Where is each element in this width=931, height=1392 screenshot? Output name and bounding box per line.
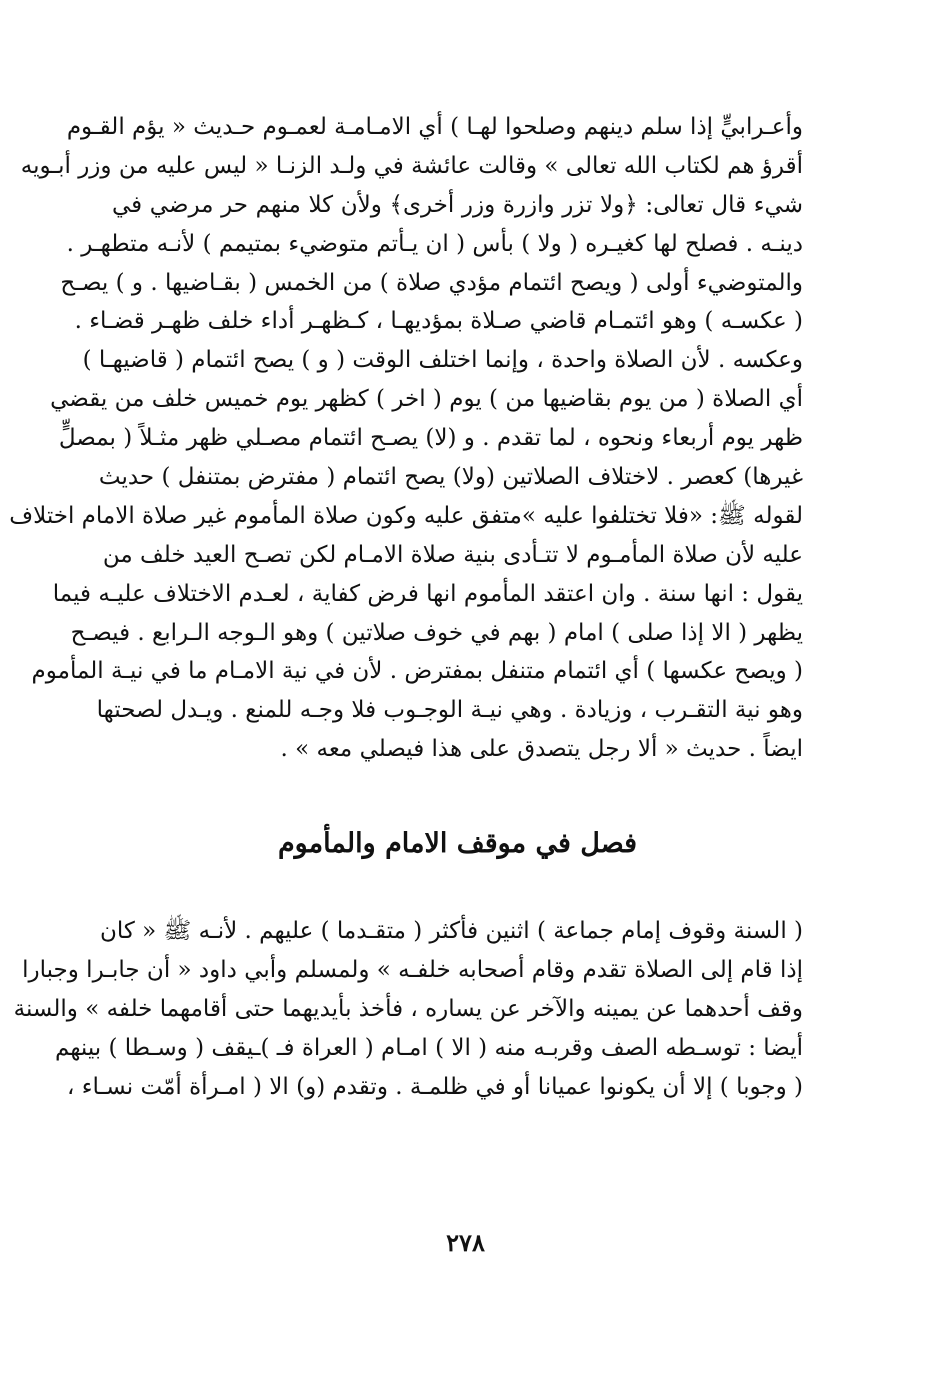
page-number: ٢٧٨ [446, 1228, 485, 1257]
text-line: يظهر ( الا إذا صلى ) امام ( بهم في خوف صلاتين ) وهو الـوجه الـرابع . فيصـح [70, 619, 803, 646]
text-line: يقول : انها سنة . وان اعتقد المأموم انها فرض كفاية ، لعـدم الاختلاف عليـه فيما [52, 580, 803, 607]
text-line: وهو نية التقـرب ، وزيادة . وهي نيـة الوجـوب فلا وجـه للمنع . ويـدل لصحتها [96, 697, 803, 724]
text-line: ( وجوبا ) إلا أن يكونوا عميانا أو في ظلمـة . وتقدم (و) الا ( امـرأة أمّت نسـاء ، [66, 1073, 803, 1100]
paragraph-2 [13, 912, 803, 1106]
text-line: دينـه . فصلح لها كغيـره ( ولا ) بأس ( ان يـأتم متوضيء بمتيمم ) لأنـه متطهـر . [66, 230, 803, 257]
text-line: أيضا : توسـطه الصف وقربـه منه ( الا ) امـام ( العراة فـ )ـيقف ( وسـطا ) بينهم [55, 1034, 803, 1061]
text-line: والمتوضيء أولى ( ويصح ائتمام مؤدي صلاة ) من الخمس ( بقـاضيها . و ) يصـح [60, 269, 803, 296]
text-line: إذا قام إلى الصلاة تقدم وقام أصحابه خلفـه » ولمسلم وأبي داود « أن جابـرا وجبارا [22, 957, 803, 984]
text-line: شيء قال تعالى: ﴿ولا تزر وازرة وزر أخرى﴾ ولأن كلا منهم حر مرضي في [112, 191, 803, 218]
text-line: عليه لأن صلاة المأمـوم لا تتـأدى بنية صلاة الامـام لكن تصـح العيد خلف من [102, 541, 803, 568]
section-heading: فصل في موقف الامام والمأموم [277, 828, 638, 860]
text-line: أي الصلاة ( من يوم بقاضيها من ) يوم ( اخر ) كظهر يوم خميس خلف من يقضي [50, 386, 803, 413]
text-line: وعكسه . لأن الصلاة واحدة ، وإنما اختلف الوقت ( و ) يصح ائتمام ( قاضيهـا ) [82, 347, 803, 374]
text-line: لقوله ﷺ: «فلا تختلفوا عليه »متفق عليه وكون صلاة المأموم غير صلاة الامام اختلاف [9, 502, 803, 529]
text-line: أقرؤ هم لكتاب الله تعالى » وقالت عائشة في ولـد الزنـا « ليس عليه من وزر أبـويه [20, 152, 803, 179]
text-line: ( ويصح عكسها ) أي ائتمام متنفل بمفترض . لأن في نية الامـام ما في نيـة المأموم [31, 658, 803, 685]
text-line: وأعـرابيٍّ إذا سلم دينهم وصلحوا لهـا ) أي الامـامـة لعمـوم حـديث « يؤم القـوم [66, 114, 803, 140]
text-line: ( عكسـه ) وهو ائتمـام قاضي صـلاة بمؤديهـا ، كـظهـر أداء خلف ظهـر قضـاء . [74, 308, 803, 335]
paragraph-1 [9, 108, 803, 769]
text-line: غيرها) كعصر . لاختلاف الصلاتين (ولا) يصح ائتمام ( مفترض بمتنفل ) حديث [98, 464, 803, 491]
text-line: ايضاً . حديث « ألا رجل يتصدق على هذا فيصلي معه » . [280, 736, 803, 763]
text-line: وقف أحدهما عن يمينه والآخر عن يساره ، فأخذ بأيديهما حتى أقامهما خلفه » والسنة [13, 995, 803, 1022]
text-line: ظهر يوم أربعاء ونحوه ، لما تقدم . و (لا) يصـح ائتمام مصـلي ظهر مثـلاً ( بمصلٍّ [58, 425, 803, 452]
text-line: ( السنة وقوف إمام جماعة ) اثنين فأكثر ( متقـدما ) عليهم . لأنـه ﷺ « كان [99, 918, 803, 945]
